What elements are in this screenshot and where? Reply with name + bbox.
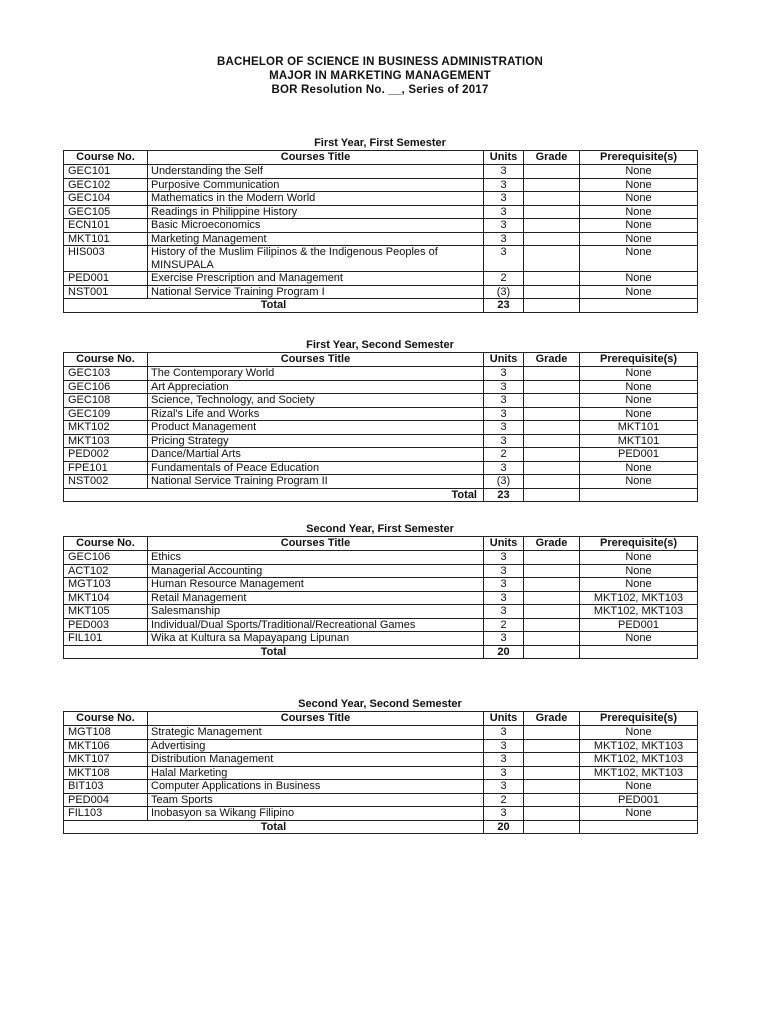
course-no-cell: GEC109: [64, 407, 148, 421]
prerequisite-cell: MKT102, MKT103: [580, 591, 698, 605]
total-grade-cell: [524, 488, 580, 502]
table-row: [64, 205, 698, 219]
units-cell: 3: [484, 367, 524, 381]
course-title-cell: The Contemporary World: [148, 367, 484, 381]
table-row: [64, 753, 698, 767]
semester-block: [63, 339, 697, 502]
course-no-cell: MGT108: [64, 726, 148, 740]
course-no-cell: GEC104: [64, 192, 148, 206]
semester-title: Second Year, Second Semester: [298, 698, 462, 710]
prerequisite-cell: None: [580, 285, 698, 299]
semester-block: [63, 698, 697, 834]
units-cell: 3: [484, 407, 524, 421]
prerequisite-cell: None: [580, 205, 698, 219]
units-cell: 3: [484, 192, 524, 206]
table-row: [64, 632, 698, 646]
table-header-row: [64, 151, 698, 165]
table-row: [64, 165, 698, 179]
total-prerequisite-cell: [580, 488, 698, 502]
table-row: [64, 475, 698, 489]
grade-cell: [524, 421, 580, 435]
grade-cell: [524, 246, 580, 272]
table-row: [64, 793, 698, 807]
grade-cell: [524, 232, 580, 246]
course-title-cell: Individual/Dual Sports/Traditional/Recreational Games: [148, 618, 484, 632]
course-no-cell: MKT104: [64, 591, 148, 605]
units-cell: 3: [484, 753, 524, 767]
course-no-cell: GEC103: [64, 367, 148, 381]
table-row: [64, 578, 698, 592]
course-title-cell: Readings in Philippine History: [148, 205, 484, 219]
course-no-cell: MKT101: [64, 232, 148, 246]
course-no-header: Course No.: [64, 353, 148, 367]
prerequisite-cell: None: [580, 192, 698, 206]
prerequisite-header: Prerequisite(s): [580, 712, 698, 726]
total-label: Total: [64, 820, 484, 834]
units-cell: (3): [484, 475, 524, 489]
course-no-cell: MKT105: [64, 605, 148, 619]
grade-cell: [524, 632, 580, 646]
units-cell: 2: [484, 618, 524, 632]
semester-block: [63, 523, 697, 659]
course-no-cell: MKT106: [64, 739, 148, 753]
units-cell: 3: [484, 632, 524, 646]
total-units: 20: [484, 820, 524, 834]
course-title-cell: Human Resource Management: [148, 578, 484, 592]
prerequisite-cell: MKT101: [580, 421, 698, 435]
course-no-cell: FIL101: [64, 632, 148, 646]
grade-cell: [524, 367, 580, 381]
course-no-cell: NST002: [64, 475, 148, 489]
course-no-cell: MKT102: [64, 421, 148, 435]
total-row: [64, 820, 698, 834]
total-units: 23: [484, 299, 524, 313]
grade-cell: [524, 192, 580, 206]
units-cell: (3): [484, 285, 524, 299]
prerequisite-cell: PED001: [580, 618, 698, 632]
table-row: [64, 551, 698, 565]
units-cell: 3: [484, 591, 524, 605]
course-title-cell: Fundamentals of Peace Education: [148, 461, 484, 475]
course-no-cell: GEC106: [64, 380, 148, 394]
prerequisite-cell: None: [580, 394, 698, 408]
major-title: MAJOR IN MARKETING MANAGEMENT: [269, 70, 491, 82]
units-cell: 3: [484, 766, 524, 780]
grade-cell: [524, 753, 580, 767]
units-cell: 3: [484, 578, 524, 592]
grade-cell: [524, 578, 580, 592]
table-row: [64, 618, 698, 632]
course-no-cell: MKT107: [64, 753, 148, 767]
semester-block: [63, 137, 697, 313]
units-cell: 2: [484, 448, 524, 462]
course-no-header: Course No.: [64, 151, 148, 165]
grade-cell: [524, 739, 580, 753]
grade-cell: [524, 285, 580, 299]
grade-cell: [524, 165, 580, 179]
total-row: [64, 488, 698, 502]
grade-cell: [524, 178, 580, 192]
table-row: [64, 178, 698, 192]
prerequisite-cell: MKT101: [580, 434, 698, 448]
units-header: Units: [484, 712, 524, 726]
course-title-cell: Advertising: [148, 739, 484, 753]
table-row: [64, 394, 698, 408]
prerequisite-cell: None: [580, 578, 698, 592]
units-cell: 3: [484, 564, 524, 578]
units-cell: 3: [484, 380, 524, 394]
course-no-cell: GEC108: [64, 394, 148, 408]
course-no-cell: FIL103: [64, 807, 148, 821]
course-title-cell: Distribution Management: [148, 753, 484, 767]
prerequisite-cell: None: [580, 807, 698, 821]
course-title-cell: National Service Training Program I: [148, 285, 484, 299]
program-title: BACHELOR OF SCIENCE IN BUSINESS ADMINISTRATION: [216, 56, 544, 68]
course-title-header: Courses Title: [148, 151, 484, 165]
course-no-cell: MGT103: [64, 578, 148, 592]
prerequisite-cell: MKT102, MKT103: [580, 739, 698, 753]
course-title-cell: Halal Marketing: [148, 766, 484, 780]
prerequisite-header: Prerequisite(s): [580, 537, 698, 551]
prerequisite-cell: None: [580, 178, 698, 192]
course-no-header: Course No.: [64, 712, 148, 726]
course-title-cell: Purposive Communication: [148, 178, 484, 192]
table-row: [64, 232, 698, 246]
units-cell: 2: [484, 793, 524, 807]
total-row: [64, 299, 698, 313]
grade-cell: [524, 793, 580, 807]
grade-cell: [524, 461, 580, 475]
grade-header: Grade: [524, 353, 580, 367]
prerequisite-cell: None: [580, 219, 698, 233]
course-title-cell: Salesmanship: [148, 605, 484, 619]
units-cell: 3: [484, 807, 524, 821]
prerequisite-cell: None: [580, 551, 698, 565]
grade-cell: [524, 726, 580, 740]
table-row: [64, 285, 698, 299]
table-row: [64, 780, 698, 794]
prerequisite-cell: None: [580, 232, 698, 246]
table-header-row: [64, 537, 698, 551]
course-table: [63, 150, 698, 313]
course-no-cell: GEC106: [64, 551, 148, 565]
grade-header: Grade: [524, 712, 580, 726]
prerequisite-cell: MKT102, MKT103: [580, 605, 698, 619]
course-no-cell: PED001: [64, 272, 148, 286]
course-title-header: Courses Title: [148, 712, 484, 726]
grade-cell: [524, 475, 580, 489]
course-table: [63, 711, 698, 834]
prerequisite-header: Prerequisite(s): [580, 151, 698, 165]
grade-cell: [524, 551, 580, 565]
course-table: [63, 352, 698, 502]
course-no-cell: PED003: [64, 618, 148, 632]
total-label: Total: [64, 645, 484, 659]
course-title-cell: Understanding the Self: [148, 165, 484, 179]
table-row: [64, 739, 698, 753]
course-no-header: Course No.: [64, 537, 148, 551]
course-title-header: Courses Title: [148, 537, 484, 551]
course-no-cell: PED004: [64, 793, 148, 807]
grade-cell: [524, 380, 580, 394]
grade-cell: [524, 434, 580, 448]
grade-cell: [524, 407, 580, 421]
total-label: Total: [64, 299, 484, 313]
course-title-cell: Rizal's Life and Works: [148, 407, 484, 421]
course-title-cell: History of the Muslim Filipinos & the Indigenous Peoples of MINSUPALA: [148, 246, 484, 272]
course-no-cell: GEC102: [64, 178, 148, 192]
units-header: Units: [484, 151, 524, 165]
course-title-cell: Mathematics in the Modern World: [148, 192, 484, 206]
units-cell: 3: [484, 434, 524, 448]
course-title-cell: Art Appreciation: [148, 380, 484, 394]
semester-title: Second Year, First Semester: [306, 523, 454, 535]
grade-cell: [524, 618, 580, 632]
grade-cell: [524, 564, 580, 578]
prerequisite-cell: None: [580, 475, 698, 489]
prerequisite-cell: None: [580, 461, 698, 475]
prerequisite-cell: None: [580, 407, 698, 421]
prerequisite-cell: None: [580, 272, 698, 286]
prerequisite-cell: None: [580, 632, 698, 646]
table-row: [64, 807, 698, 821]
table-row: [64, 407, 698, 421]
prerequisite-cell: PED001: [580, 448, 698, 462]
course-no-cell: PED002: [64, 448, 148, 462]
course-title-cell: Product Management: [148, 421, 484, 435]
table-row: [64, 766, 698, 780]
prerequisite-cell: MKT102, MKT103: [580, 766, 698, 780]
grade-cell: [524, 605, 580, 619]
units-cell: 3: [484, 178, 524, 192]
course-title-cell: National Service Training Program II: [148, 475, 484, 489]
units-cell: 3: [484, 726, 524, 740]
course-title-cell: Exercise Prescription and Management: [148, 272, 484, 286]
course-no-cell: MKT108: [64, 766, 148, 780]
semester-title: First Year, Second Semester: [306, 339, 454, 351]
course-title-cell: Basic Microeconomics: [148, 219, 484, 233]
total-units: 20: [484, 645, 524, 659]
units-cell: 3: [484, 246, 524, 272]
table-row: [64, 192, 698, 206]
table-row: [64, 380, 698, 394]
grade-cell: [524, 591, 580, 605]
course-title-header: Courses Title: [148, 353, 484, 367]
table-row: [64, 219, 698, 233]
document-header: [0, 55, 760, 97]
prerequisite-cell: None: [580, 246, 698, 272]
course-title-cell: Ethics: [148, 551, 484, 565]
total-grade-cell: [524, 820, 580, 834]
units-cell: 3: [484, 605, 524, 619]
course-no-cell: MKT103: [64, 434, 148, 448]
prerequisite-cell: None: [580, 564, 698, 578]
course-title-cell: Pricing Strategy: [148, 434, 484, 448]
resolution-line: BOR Resolution No. __, Series of 2017: [271, 84, 489, 96]
total-grade-cell: [524, 299, 580, 313]
table-row: [64, 448, 698, 462]
grade-cell: [524, 807, 580, 821]
course-title-cell: Wika at Kultura sa Mapayapang Lipunan: [148, 632, 484, 646]
table-row: [64, 272, 698, 286]
total-prerequisite-cell: [580, 645, 698, 659]
total-label: Total: [64, 488, 484, 502]
table-row: [64, 246, 698, 272]
prerequisite-cell: None: [580, 726, 698, 740]
grade-header: Grade: [524, 151, 580, 165]
table-row: [64, 726, 698, 740]
grade-cell: [524, 780, 580, 794]
table-row: [64, 367, 698, 381]
total-prerequisite-cell: [580, 820, 698, 834]
course-no-cell: BIT103: [64, 780, 148, 794]
table-header-row: [64, 353, 698, 367]
grade-header: Grade: [524, 537, 580, 551]
grade-cell: [524, 766, 580, 780]
table-row: [64, 434, 698, 448]
units-header: Units: [484, 537, 524, 551]
course-title-cell: Retail Management: [148, 591, 484, 605]
total-grade-cell: [524, 645, 580, 659]
units-cell: 3: [484, 780, 524, 794]
course-title-cell: Team Sports: [148, 793, 484, 807]
units-cell: 2: [484, 272, 524, 286]
grade-cell: [524, 205, 580, 219]
prerequisite-cell: None: [580, 165, 698, 179]
units-header: Units: [484, 353, 524, 367]
units-cell: 3: [484, 165, 524, 179]
table-row: [64, 564, 698, 578]
course-no-cell: ECN101: [64, 219, 148, 233]
units-cell: 3: [484, 421, 524, 435]
semester-title: First Year, First Semester: [314, 137, 446, 149]
grade-cell: [524, 448, 580, 462]
course-title-cell: Dance/Martial Arts: [148, 448, 484, 462]
table-header-row: [64, 712, 698, 726]
units-cell: 3: [484, 551, 524, 565]
total-prerequisite-cell: [580, 299, 698, 313]
course-title-cell: Strategic Management: [148, 726, 484, 740]
units-cell: 3: [484, 394, 524, 408]
grade-cell: [524, 394, 580, 408]
prerequisite-cell: PED001: [580, 793, 698, 807]
table-row: [64, 605, 698, 619]
grade-cell: [524, 272, 580, 286]
total-row: [64, 645, 698, 659]
prerequisite-header: Prerequisite(s): [580, 353, 698, 367]
table-row: [64, 591, 698, 605]
course-title-cell: Marketing Management: [148, 232, 484, 246]
course-title-cell: Managerial Accounting: [148, 564, 484, 578]
prerequisite-cell: None: [580, 780, 698, 794]
grade-cell: [524, 219, 580, 233]
prerequisite-cell: None: [580, 380, 698, 394]
total-units: 23: [484, 488, 524, 502]
prerequisite-cell: MKT102, MKT103: [580, 753, 698, 767]
course-no-cell: HIS003: [64, 246, 148, 272]
course-title-cell: Science, Technology, and Society: [148, 394, 484, 408]
course-no-cell: GEC105: [64, 205, 148, 219]
units-cell: 3: [484, 205, 524, 219]
course-no-cell: FPE101: [64, 461, 148, 475]
table-row: [64, 461, 698, 475]
course-table: [63, 536, 698, 659]
table-row: [64, 421, 698, 435]
units-cell: 3: [484, 219, 524, 233]
units-cell: 3: [484, 232, 524, 246]
course-no-cell: GEC101: [64, 165, 148, 179]
course-title-cell: Inobasyon sa Wikang Filipino: [148, 807, 484, 821]
units-cell: 3: [484, 739, 524, 753]
units-cell: 3: [484, 461, 524, 475]
course-title-cell: Computer Applications in Business: [148, 780, 484, 794]
prerequisite-cell: None: [580, 367, 698, 381]
course-no-cell: NST001: [64, 285, 148, 299]
course-no-cell: ACT102: [64, 564, 148, 578]
